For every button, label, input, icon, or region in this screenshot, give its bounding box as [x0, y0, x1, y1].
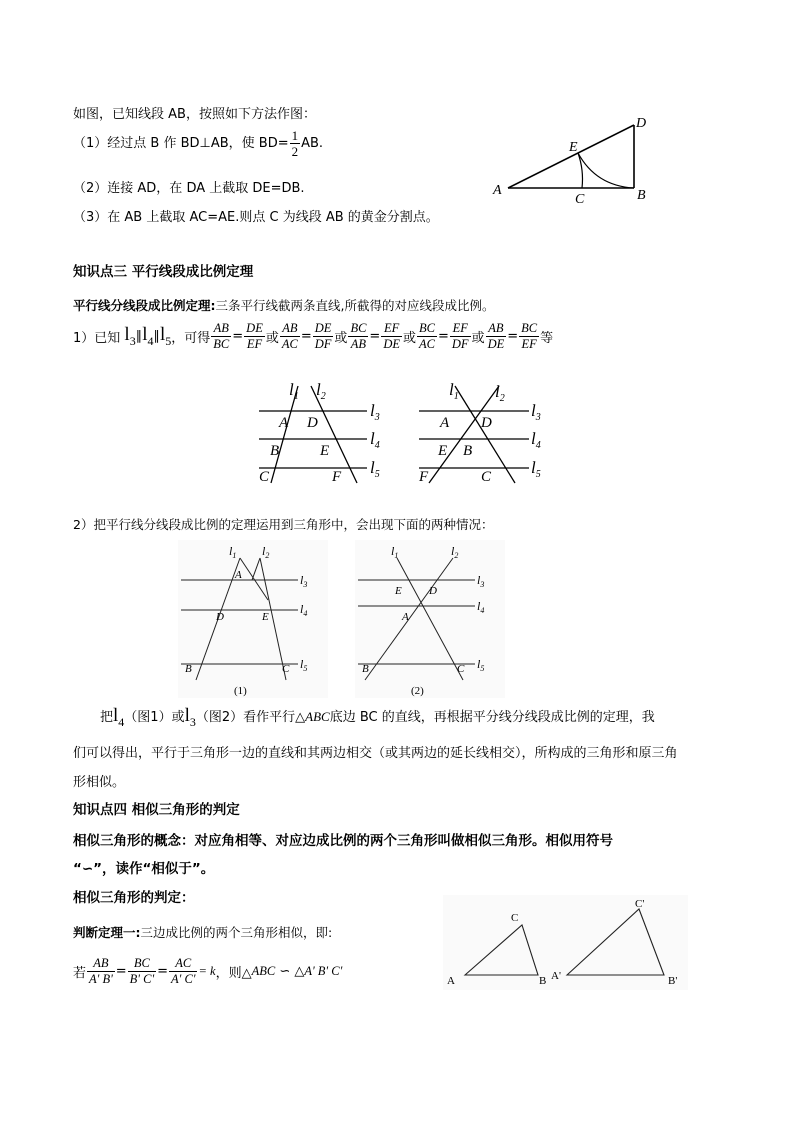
concept-line1: 相似三角形的概念：对应角相等、对应边成比例的两个三角形叫做相似三角形。相似用符号	[73, 833, 613, 849]
fig1-e: E	[320, 443, 330, 459]
tri2-c: C	[457, 663, 465, 675]
step1-text: （1）经过点 B 作 BD⊥AB，使 BD=	[73, 136, 289, 151]
equals: =	[438, 329, 449, 344]
l5-symbol: $l_5$	[159, 324, 172, 348]
tri1-l4: $l_4$	[300, 602, 308, 618]
tri2-l1: $l_1$	[391, 544, 399, 560]
fig2-l1: $l_1$	[449, 380, 459, 402]
similar-triangles-figure	[443, 895, 688, 990]
fig2-l4: $l_4$	[531, 429, 541, 451]
fig1-l1: $l_1$	[289, 380, 299, 402]
label-c: C	[575, 192, 585, 205]
theorem-label: 判断定理一:	[73, 925, 141, 940]
golden-step3: （3）在 AB 上截取 AC=AE.则点 C 为线段 AB 的黄金分割点。	[73, 210, 439, 225]
fig1-d: D	[307, 415, 318, 431]
proportion-formula	[73, 321, 553, 352]
big-triangle	[567, 909, 664, 975]
item1-prefix: 1）已知	[73, 331, 121, 346]
definition-label: 平行线分线段成比例定理:	[73, 298, 216, 313]
fig2-a: A	[440, 415, 450, 431]
tri1-l3: $l_3$	[300, 573, 308, 589]
tri1-caption: (1)	[234, 685, 247, 697]
parallel-lines-figure-2	[415, 378, 555, 490]
or-text: 或	[471, 331, 485, 346]
sss-formula	[73, 956, 342, 987]
fraction: $\frac{BC}{B' C'}$	[129, 956, 155, 986]
then-text: ，可得	[171, 331, 211, 346]
fig2-l5: $l_5$	[531, 458, 541, 480]
big-b: B'	[668, 975, 678, 987]
fraction: $\frac{AC}{A' C'}$	[171, 956, 196, 986]
tri1-l2: $l_2$	[262, 544, 270, 560]
l4-symbol: $l_4$	[142, 324, 154, 348]
small-a: A	[447, 975, 455, 987]
fig2-c: C	[481, 469, 492, 485]
equals: =	[300, 329, 312, 344]
fig2-b: B	[463, 443, 473, 459]
big-a: A'	[551, 970, 561, 982]
small-b: B	[539, 975, 547, 987]
line-ad	[508, 125, 634, 188]
theorem-text: 三边成比例的两个三角形相似，即:	[140, 925, 333, 940]
parallel-lines-figure-1	[252, 378, 392, 490]
tri2-b: B	[362, 663, 369, 675]
l4-ref: $l_4$	[113, 705, 125, 729]
tri1-d: D	[216, 611, 224, 623]
fraction: $\frac{AB}{A' B'}$	[89, 956, 113, 986]
triangle-figure-2	[355, 540, 505, 698]
big-c: C'	[635, 898, 645, 910]
theorem-one	[73, 923, 332, 941]
tri1-b: B	[185, 663, 192, 675]
or-text: 或	[334, 331, 348, 346]
fraction: $\frac{DE}{EF}$	[246, 321, 263, 351]
then-text: ，则△	[215, 966, 252, 981]
fig2-e: E	[438, 443, 448, 459]
similar-symbol: ∽ △	[275, 964, 305, 979]
tri1-l5: $l_5$	[300, 657, 308, 673]
if-text: 若	[73, 966, 87, 981]
fraction: $\frac{EF}{DF}$	[451, 321, 469, 351]
para-d: 底边 BC 的直线，再根据平分线分线段成比例的定理，我	[329, 710, 655, 725]
section3-title: 知识点三 平行线段成比例定理	[73, 264, 254, 280]
golden-step1	[73, 128, 323, 159]
para-abc: ABC	[305, 709, 330, 724]
abc: ABC	[251, 964, 276, 978]
section3-item2: 2）把平行线分线段成比例的定理运用到三角形中，会出现下面的两种情况：	[73, 517, 494, 532]
fraction: $\frac{DE}{DF}$	[314, 321, 332, 351]
equals: =	[369, 329, 381, 344]
fraction: $\frac{AB}{BC}$	[213, 321, 230, 351]
fraction: $\frac{BC}{AB}$	[350, 321, 367, 351]
fig1-l4: $l_4$	[370, 429, 380, 451]
parallel-symbol: ∥	[153, 329, 160, 344]
fig2-l2: $l_2$	[495, 382, 505, 404]
tri2-caption: (2)	[411, 685, 424, 697]
or-text: 或	[265, 331, 279, 346]
tri2-l4: $l_4$	[477, 599, 485, 615]
arc-de	[578, 153, 634, 188]
fig1-a: A	[279, 415, 289, 431]
fraction: $\frac{AB}{DE}$	[487, 321, 505, 351]
or-text: 或	[403, 331, 417, 346]
l3-ref: $l_3$	[184, 705, 196, 729]
fig2-d: D	[481, 415, 492, 431]
fig2-l3: $l_3$	[531, 401, 541, 423]
golden-intro: 如图，已知线段 AB，按照如下方法作图：	[73, 107, 316, 122]
section4-title: 知识点四 相似三角形的判定	[73, 802, 240, 818]
step1-ab: AB.	[301, 136, 324, 151]
fig2-f: F	[419, 469, 429, 485]
equals: =	[507, 329, 519, 344]
section3-paragraph-line3: 形相似。	[73, 775, 126, 790]
abc-prime: A' B' C'	[304, 964, 343, 978]
para-a: 把	[100, 710, 114, 725]
fig1-f: F	[332, 469, 342, 485]
equals: =	[157, 964, 169, 979]
l3-symbol: $l_3$	[124, 324, 136, 348]
tri1-e: E	[262, 611, 269, 623]
tri2-e: E	[395, 585, 402, 597]
fig1-l5: $l_5$	[370, 458, 380, 480]
half-fraction	[290, 128, 301, 159]
fig1-b: B	[270, 443, 280, 459]
label-d: D	[636, 116, 647, 131]
para-c: （图2）看作平行△	[195, 710, 306, 725]
tri2-a: A	[402, 611, 409, 623]
label-a: A	[493, 183, 502, 198]
tri1-l1: $l_1$	[229, 544, 237, 560]
etc-text: 等	[540, 331, 554, 346]
label-e: E	[569, 140, 578, 155]
section3-paragraph-line1	[100, 705, 655, 730]
tri2-d: D	[429, 585, 437, 597]
tri1-c: C	[282, 663, 290, 675]
fraction: $\frac{BC}{AC}$	[419, 321, 435, 351]
tri2-l2: $l_2$	[451, 544, 459, 560]
fraction: $\frac{EF}{DE}$	[383, 321, 400, 351]
section3-definition	[73, 296, 494, 314]
equals: =	[115, 964, 127, 979]
small-triangle	[465, 925, 538, 975]
tri2-l3: $l_3$	[477, 573, 485, 589]
parallel-symbol: ∥	[135, 329, 143, 344]
label-b: B	[637, 188, 646, 203]
definition-text: 三条平行线截两条直线,所截得的对应线段成比例。	[215, 298, 495, 313]
golden-section-figure	[488, 110, 658, 205]
half-den: 2	[291, 144, 299, 159]
equals: =	[232, 329, 244, 344]
fig1-l2: $l_2$	[316, 380, 326, 402]
triangle-figure-1	[178, 540, 328, 698]
half-num: 1	[291, 128, 299, 143]
fig1-l3: $l_3$	[370, 401, 380, 423]
concept-line2: “∽”，读作“相似于”。	[73, 861, 215, 877]
para-b: （图1）或	[124, 710, 185, 725]
judge-title: 相似三角形的判定：	[73, 890, 195, 906]
small-c: C	[511, 912, 519, 924]
fraction: $\frac{BC}{EF}$	[521, 321, 538, 351]
tri1-a: A	[235, 569, 242, 581]
fraction: $\frac{AB}{AC}$	[281, 321, 298, 351]
golden-step2: （2）连接 AD，在 DA 上截取 DE=DB.	[73, 181, 305, 196]
section3-paragraph-line2: 们可以得出，平行于三角形一边的直线和其两边相交（或其两边的延长线相交），所构成的三角形和原三角	[73, 746, 678, 761]
tri2-l5: $l_5$	[477, 657, 485, 673]
fig1-c: C	[259, 469, 270, 485]
k-constant: = k	[198, 964, 216, 978]
